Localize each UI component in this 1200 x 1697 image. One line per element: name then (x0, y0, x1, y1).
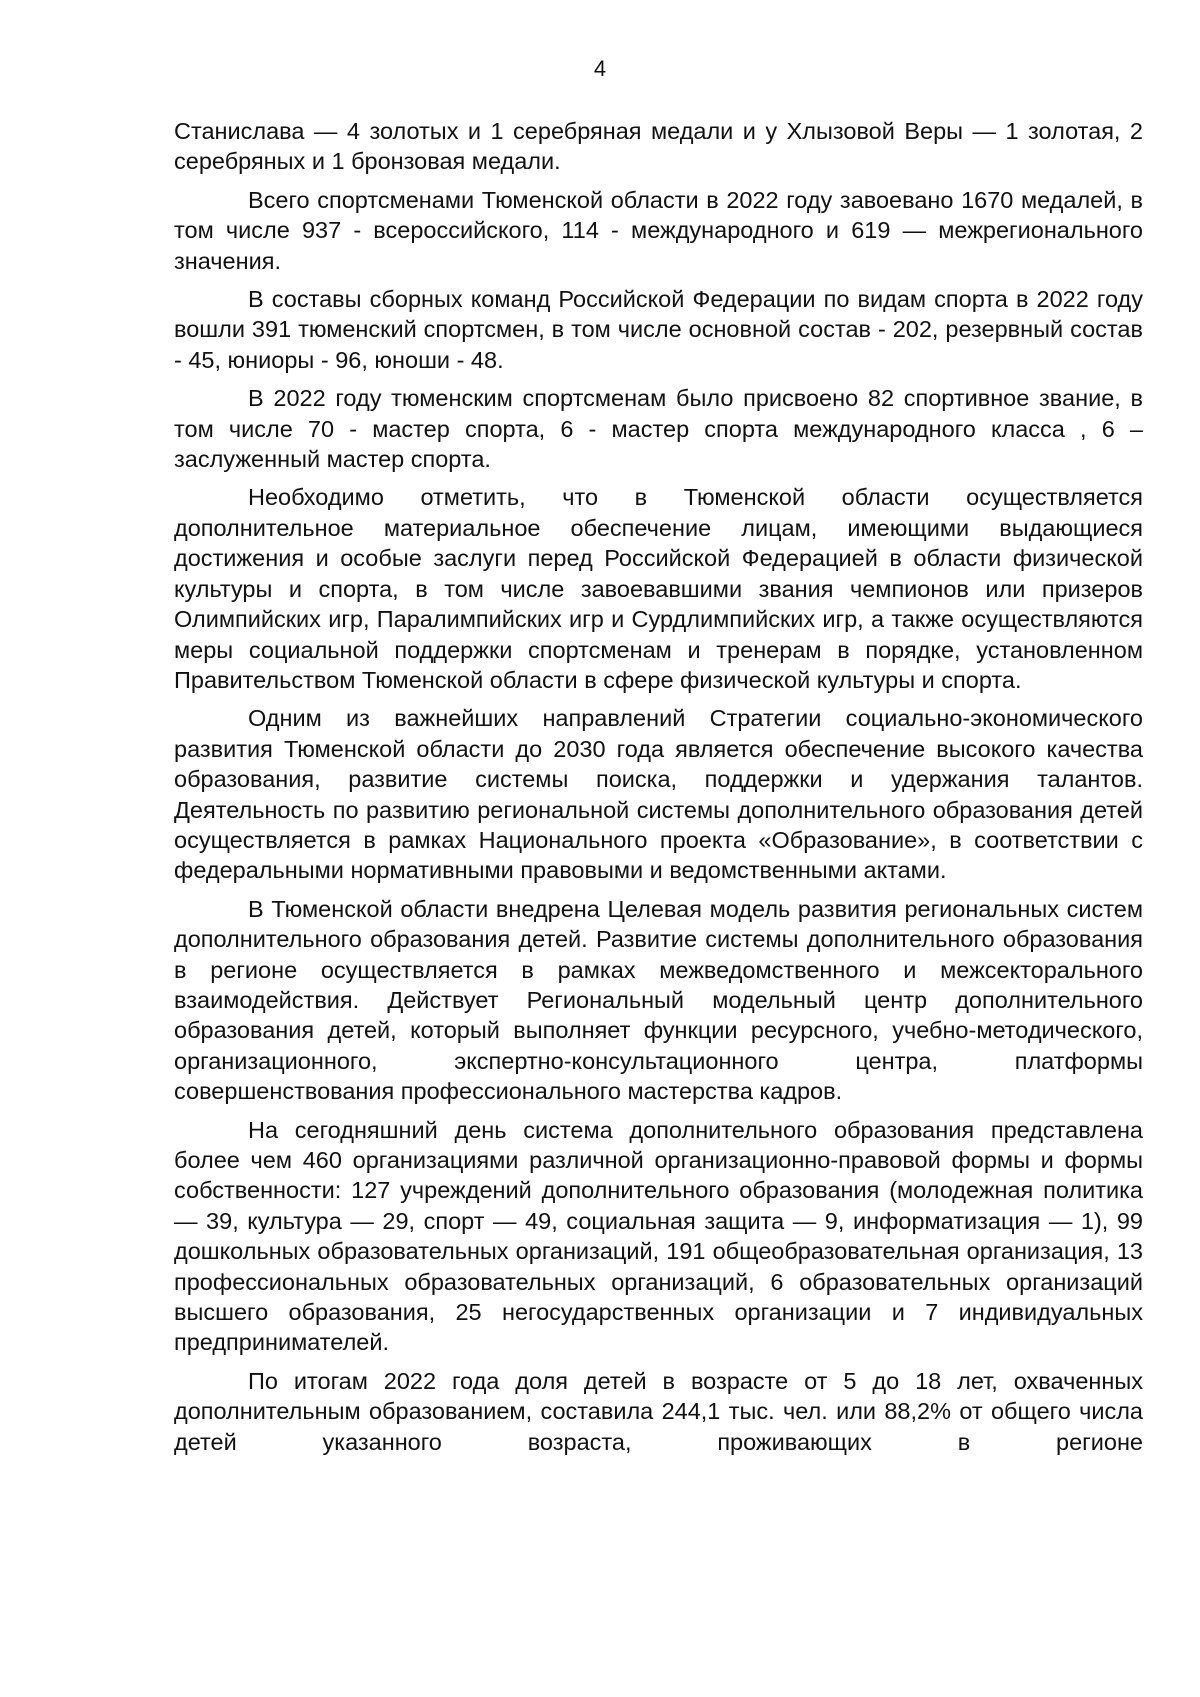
paragraph-national-teams: В составы сборных команд Российской Федерации по видам спорта в 2022 году вошли 391 тюменский спортсмен, в том числе основной состав - 202, резервный состав - 45, юниоры - 96, юноши - 48. (174, 286, 1143, 373)
paragraph-medals-total: Всего спортсменами Тюменской области в 2022 году завоевано 1670 медалей, в том числе 937 - всероссийского, 114 - международного и 619 — межрегионального значения. (174, 186, 1143, 274)
paragraph-sport-titles: В 2022 году тюменским спортсменам было присвоено 82 спортивное звание, в том числе 70 - мастер спорта, 6 - мастер спорта международного класса , 6 – заслуженный мастер спорта. (174, 385, 1143, 473)
page-number: 4 (593, 56, 607, 81)
paragraph-material-support: Необходимо отметить, что в Тюменской области осуществляется дополнительное материальное обеспечение лицам, имеющими выдающиеся достижения и особые заслуги перед Российской Федерацией в области физической культуры и спорта, в том числе завоевавшими звания чемпионов или призеров Олимпийских игр, Паралимпийских игр и Сурдлимпийских игр, а также осуществляются меры социальной поддержки спортсменам и тренерам в порядке, установленном Правительством Тюменской области в сфере физической культуры и спорта. (174, 484, 1143, 693)
paragraph-strategy: Одним из важнейших направлений Стратегии социально-экономического развития Тюменской области до 2030 года является обеспечение высокого качества образования, развитие системы поиска, поддержки и удержания талантов. Деятельность по развитию региональной системы дополнительного образования детей осуществляется в рамках Национального проекта «Образование», в соответствии с федеральными нормативными правовыми и ведомственными актами. (174, 705, 1143, 884)
paragraph-target-model: В Тюменской области внедрена Целевая модель развития региональных систем дополнительного образования детей. Развитие системы дополнительного образования в регионе осуществляется в рамках межведомственного и межсекторального взаимодействия. Действует Региональный модельный центр дополнительного образования детей, который выполняет функции ресурсного, учебно-методического, организационного, экспертно-консультационного центра, платформы совершенствования профессионального мастерства кадров. (174, 895, 1143, 1105)
paragraph-continuation: Станислава — 4 золотых и 1 серебряная медали и у Хлызовой Веры — 1 золотая, 2 серебряных и 1 бронзовая медали. (174, 118, 1143, 175)
document-body (174, 116, 1143, 1465)
paragraph-coverage: По итогам 2022 года доля детей в возрасте от 5 до 18 лет, охваченных дополнительным образованием, составила 244,1 тыс. чел. или 88,2% от общего числа детей указанного возраста, проживающих в регионе (174, 1367, 1143, 1455)
paragraph-organizations: На сегодняшний день система дополнительного образования представлена более чем 460 организациями различной организационно-правовой формы и формы собственности: 127 учреждений дополнительного образования (молодежная политика — 39, культура — 29, спорт — 49, социальная защита — 9, информатизация — 1), 99 дошкольных образовательных организаций, 191 общеобразовательная организация, 13 профессиональных образовательных организаций, 6 образовательных организаций высшего образования, 25 негосударственных организации и 7 индивидуальных предпринимателей. (174, 1116, 1143, 1356)
